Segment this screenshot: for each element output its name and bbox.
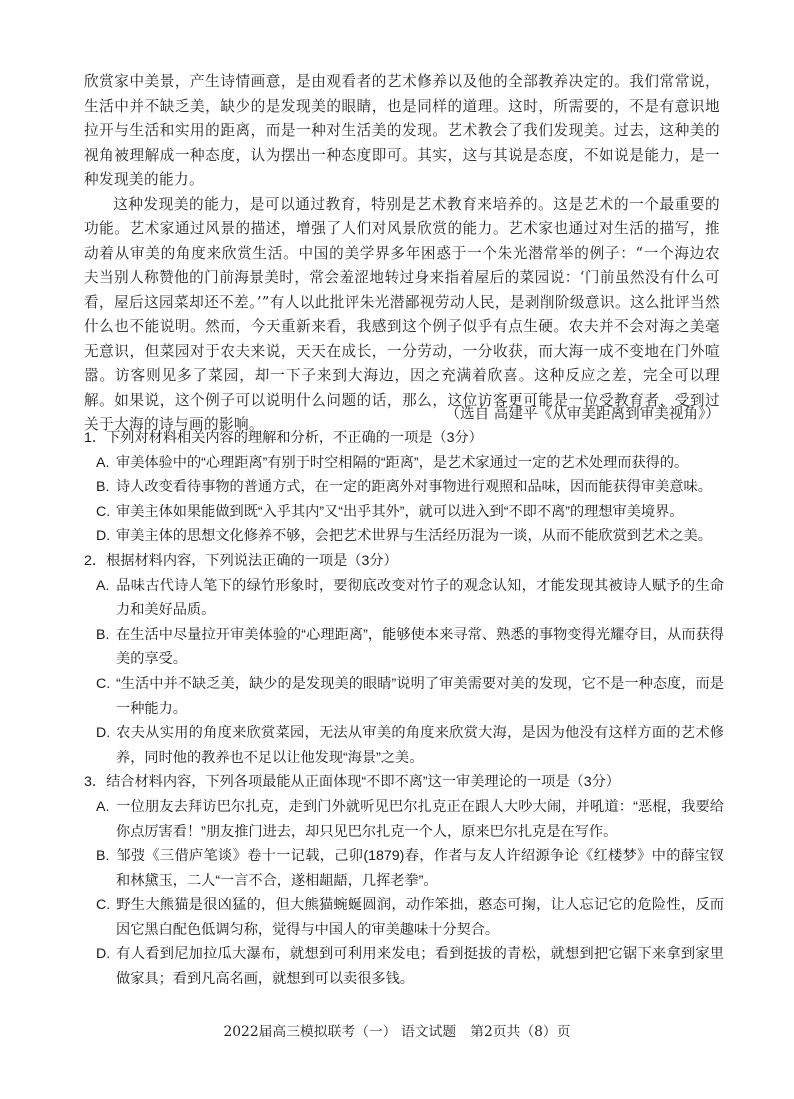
- option-letter: A.: [96, 577, 110, 594]
- option-d: [84, 721, 724, 770]
- option-letter: B.: [96, 479, 110, 496]
- option-a: [84, 795, 724, 844]
- option-a: [84, 451, 724, 476]
- option-letter: B.: [96, 626, 110, 643]
- option-text: 诗人改变看待事物的普通方式，在一定的距离外对事物进行观照和品味，因而能获得审美意味。: [116, 479, 712, 496]
- option-c: [84, 500, 724, 525]
- option-text: 审美主体的思想文化修养不够，会把艺术世界与生活经历混为一谈，从而不能欣赏到艺术之美。: [116, 528, 712, 545]
- option-a: [84, 574, 724, 623]
- question-3: [84, 770, 724, 991]
- question-list: [84, 426, 724, 992]
- option-text: 邹弢《三借庐笔谈》卷十一记载，己卯(1879)春，作者与友人许绍源争论《红楼梦》中的薛宝钗和林黛玉，二人“一言不合，遂相龃龉，几挥老拳”。: [116, 848, 724, 889]
- option-b: [84, 475, 724, 500]
- option-text: 在生活中尽量拉开审美体验的“心理距离”，能够使本来寻常、熟悉的事物变得光耀夺目，从而获得美的享受。: [116, 626, 724, 668]
- option-text: 野生大熊猫是很凶猛的，但大熊猫蜿蜒圆润，动作笨拙，憨态可掬，让人忘记它的危险性，反而因它黑白配色低调匀称，觉得与中国人的审美趣味十分契合。: [116, 897, 724, 938]
- question-stem: 1．下列对材料相关内容的理解和分析，不正确的一项是（3分）: [84, 430, 483, 446]
- option-letter: C.: [96, 675, 111, 692]
- exam-title: 2022届高三模拟联考（一） 语文试题: [223, 1024, 457, 1040]
- reading-passage: [84, 70, 720, 438]
- question-stem: 2．根据材料内容，下列说法正确的一项是（3分）: [84, 552, 398, 569]
- question-2: [84, 549, 724, 770]
- question-stem: 3．结合材料内容，下列各项最能从正面体现“不即不离”这一审美理论的一项是（3分）: [84, 774, 620, 791]
- page-number: 第2页共（8）页: [470, 1024, 571, 1040]
- option-text: 农夫从实用的角度来欣赏菜园，无法从审美的角度来欣赏大海，是因为他没有这样方面的艺术修养，同时他的教养也不足以让他发现“海景”之美。: [116, 725, 724, 766]
- passage-paragraph-2: 这种发现美的能力，是可以通过教育，特别是艺术教育来培养的。这是艺术的一个最重要的功能。艺术家通过风景的描述，增强了人们对风景欣赏的能力。艺术家也通过对生活的描写，推动着从审美的角度来欣赏生活。中国的美学界多年困惑于一个朱光潜常举的例子：“一个海边农夫当别人称赞他的门前海景美时，常会羞涩地转过身来指着屋后的菜园说：‘门前虽然没有什么可看，屋后这园菜却还不差。’”有人以此批评朱光潜鄙视劳动人民，是剥削阶级意识。这么批评当然什么也不能说明。然而，今天重新来看，我感到这个例子似乎有点生硬。农夫并不会对海之美毫无意识，但菜园对于农夫来说，天天在成长，一分劳动，一分收获，而大海一成不变地在门外喧嚣。访客则见多了菜园，却一下子来到大海边，因之充满着欣喜。这种反应之差，完全可以理解。如果说，这个例子可以说明什么问题的话，那么，这位访客更可能是一位受教育者，受到过关于大海的诗与画的影响。: [84, 195, 720, 433]
- option-text: 审美主体如果能做到既“入乎其内”又“出乎其外”，就可以进入到“不即不离”的理想审美境界。: [116, 503, 684, 520]
- option-d: [84, 942, 724, 991]
- option-letter: A.: [96, 454, 110, 471]
- option-b: [84, 844, 724, 893]
- option-text: 有人看到尼加拉瓜大瀑布，就想到可利用来发电；看到挺拔的青松，就想到把它锯下来拿到家里做家具；看到凡高名画，就想到可以卖很多钱。: [116, 946, 724, 988]
- page-footer: [0, 1020, 794, 1040]
- option-letter: D.: [96, 528, 111, 545]
- option-letter: C.: [96, 897, 111, 914]
- option-text: 一位朋友去拜访巴尔扎克，走到门外就听见巴尔扎克正在跟人大吵大闹，并吼道：“恶棍，我要给你点厉害看！”朋友推门进去，却只见巴尔扎克一个人，原来巴尔扎克是在写作。: [116, 798, 724, 840]
- option-letter: C.: [96, 503, 111, 520]
- option-text: 品味古代诗人笔下的绿竹形象时，要彻底改变对竹子的观念认知，才能发现其被诗人赋予的生命力和美好品质。: [116, 577, 724, 619]
- option-letter: D.: [96, 725, 111, 742]
- option-text: 审美体验中的“心理距离”有别于时空相隔的“距离”，是艺术家通过一定的艺术处理而获得的。: [116, 454, 689, 471]
- option-c: [84, 672, 724, 721]
- option-letter: B.: [96, 848, 110, 865]
- question-1: [84, 426, 724, 549]
- option-b: [84, 623, 724, 672]
- option-letter: A.: [96, 798, 110, 815]
- option-letter: D.: [96, 946, 111, 963]
- passage-paragraph-1: 欣赏家中美景，产生诗情画意，是由观看者的艺术修养以及他的全部教养决定的。我们常常说，生活中并不缺乏美，缺少的是发现美的眼睛，也是同样的道理。这时，所需要的，不是有意识地拉开与生活和实用的距离，而是一种对生活美的发现。艺术教会了我们发现美。过去，这种美的视角被理解成一种态度，认为摆出一种态度即可。其实，这与其说是态度，不如说是能力，是一种发现美的能力。: [84, 73, 720, 188]
- option-c: [84, 893, 724, 942]
- passage-source: （选自 高建平《从审美距离到审美视角》）: [445, 405, 720, 422]
- option-text: “生活中并不缺乏美，缺少的是发现美的眼睛”说明了审美需要对美的发现，它不是一种态度，而是一种能力。: [116, 675, 724, 717]
- option-d: [84, 524, 724, 549]
